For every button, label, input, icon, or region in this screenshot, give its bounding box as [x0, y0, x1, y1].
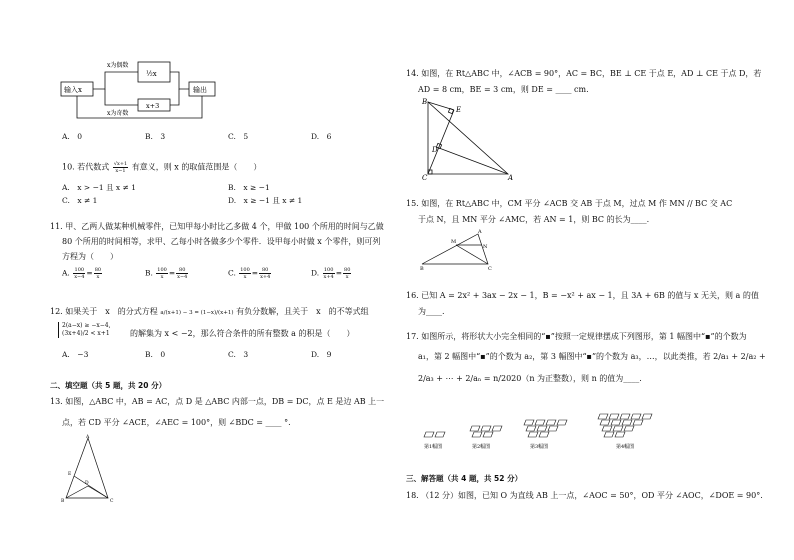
fig17-tile [483, 432, 493, 437]
flowchart-even-label: x为偶数 [107, 62, 129, 69]
q9-option-c: C. 5 [228, 132, 249, 141]
fig17-tile [622, 420, 632, 425]
q11-option-a: A. $\frac{100}{x-4}$ = $\frac{80}{x}$ [62, 267, 102, 280]
fig13-label-d: D [85, 481, 89, 486]
q14-line-1: 14. 如图，在 Rt△ABC 中，∠ACB = 90°，AC = BC，BE ⊥ CE 于点 E，AD ⊥ CE 于点 D，若 [406, 69, 762, 78]
fig14-label-d: D [432, 146, 438, 154]
fig17-tile [611, 420, 621, 425]
q9-option-d: D. 6 [311, 132, 332, 141]
q14-line-2: AD = 8 cm，BE = 3 cm，则 DE = ____ cm. [418, 85, 589, 94]
q11-b-lnum: 100 [157, 267, 167, 273]
fig17-label-1: 第1幅图 [424, 444, 443, 450]
q13-line-2: 点，若 CD 平分 ∠ACE，∠AEC = 100°，则 ∠BDC = ____ °. [62, 418, 291, 427]
fig17-tile [609, 414, 619, 419]
fig15-label-b: B [420, 266, 424, 272]
q10-option-a: A. x > −1 且 x ≠ 1 [62, 183, 136, 192]
q16-line-1: 16. 已知 A = 2x² + 3ax − 2x − 1，B = −x² + ax − 1，且 3A + 6B 的值与 x 无关，则 a 的值 [406, 291, 759, 300]
q11-b-rden: x−4 [177, 274, 188, 280]
section-2-heading: 二、填空题（共 5 题，共 20 分） [50, 381, 167, 390]
q11-line-3: 方程为（ ） [62, 252, 118, 261]
fig17-tile [526, 426, 536, 431]
fig17-tile [546, 420, 556, 425]
fig17-tile [642, 414, 652, 419]
q9-option-b: B. 3 [145, 132, 166, 141]
fig17-tile [535, 420, 545, 425]
fig17-label-3: 第3幅图 [530, 444, 549, 450]
flowchart-input-label: 输入x [64, 86, 82, 94]
fig17-tile [620, 414, 630, 419]
q11-option-a-label: A. [62, 268, 70, 278]
fig15-label-a: A [478, 229, 482, 235]
q11-a-lnum: 100 [74, 267, 85, 273]
fig17-tile [539, 432, 549, 437]
q11-line-2: 80 个所用的时间相等，求甲、乙每小时各做多少个零件．设甲每小时做 x 个零件，则可列 [62, 237, 381, 246]
q11-b-rnum: 80 [176, 267, 188, 274]
figure-13 [58, 434, 118, 504]
q17-line-1: 17. 如图所示，将形状大小完全相同的“▪”按照一定规律摆成下列图形，第 1 幅图中“▪”的个数为 [406, 332, 747, 341]
section-3-heading: 三、解答题（共 4 题，共 52 分） [406, 474, 523, 483]
q10-frac-den: x−1 [115, 168, 126, 174]
fig17-tile [631, 414, 641, 419]
fig17-tile [613, 426, 623, 431]
flowchart-plus-label: x+3 [146, 102, 160, 110]
q12-equation: a/(x+1) − 3 = (1−x)/(x+1) [160, 310, 234, 316]
fig17-tile [528, 432, 538, 437]
fig14-label-c: C [422, 174, 428, 182]
q13-line-1: 13. 如图，△ABC 中，AB = AC，点 D 是 △ABC 内部一点，DB = DC，点 E 是边 AB 上一 [50, 397, 385, 406]
fig17-tile [624, 426, 634, 431]
q12-inequality-system [58, 322, 111, 338]
q11-d-lden: x+4 [323, 274, 334, 280]
q10-option-d: D. x ≥ −1 且 x ≠ 1 [228, 196, 303, 205]
q16-line-2: 为____. [418, 307, 445, 316]
q10-option-c: C. x ≠ 1 [62, 196, 98, 205]
q17-line-2: a₁，第 2 幅图中“▪”的个数为 a₂，第 3 幅图中“▪”的个数为 a₃，…，以此类推，若 2/a₁ + 2/a₂ + [418, 352, 766, 361]
q10-option-b: B. x ≥ −1 [228, 183, 270, 192]
q12-option-c: C. 3 [228, 350, 249, 359]
q10-text-b: 有意义，则 x 的取值范围是（ ） [131, 162, 262, 172]
fig17-label-2: 第2幅图 [472, 444, 491, 450]
q11-option-d: D. $\frac{100}{x+4}$ = $\frac{80}{x}$ [311, 267, 351, 280]
q12-option-a: A. −3 [62, 350, 89, 359]
q17-line-3: 2/a₃ + ⋯ + 2/aₙ = n/2020（n 为正整数），则 n 的值为____. [418, 374, 642, 383]
fig13-label-e: E [68, 472, 72, 477]
fig17-tile [557, 420, 567, 425]
q15-line-1: 15. 如图，在 Rt△ABC 中，CM 平分 ∠ACB 交 AB 于点 M，过点 M 作 MN // BC 交 AC [406, 199, 733, 208]
q12-line-1-a: 12. 如果关于 x 的分式方程 [50, 307, 158, 316]
fig15-label-c: C [488, 266, 492, 272]
q11-option-b: B. $\frac{100}{x}$ = $\frac{80}{x-4}$ [145, 267, 188, 280]
fig15-label-n: N [483, 244, 488, 250]
fig17-tile [472, 432, 482, 437]
fig13-label-b: B [61, 499, 65, 504]
fig17-tile [615, 432, 625, 437]
q11-d-rden: x [345, 274, 349, 280]
q12-option-d: D. 9 [311, 350, 332, 359]
q11-option-c: C. $\frac{100}{x}$ = $\frac{80}{x+4}$ [228, 267, 271, 280]
figure-17 [420, 404, 670, 452]
q10-text-a: 10. 若代数式 [62, 162, 110, 172]
fig15-label-m: M [451, 239, 457, 245]
fig17-label-4: 第4幅图 [616, 444, 635, 450]
q12-inequality-2: (3x+4)/2 < x+1 [62, 330, 110, 337]
q18-line-1: 18. （12 分）如图，已知 O 为直线 AB 上一点，∠AOC = 50°，OD 平分 ∠AOC，∠DOE = 90°. [406, 491, 763, 500]
q11-c-rden: x+4 [260, 274, 271, 280]
q10-frac-num: √x+1 [113, 161, 128, 167]
q12-line-1 [50, 306, 369, 319]
fig17-tile [424, 432, 434, 437]
question-10 [62, 161, 261, 174]
fig17-tile [492, 426, 502, 431]
fig17-tile [604, 432, 614, 437]
q11-a-rden: x [96, 274, 100, 280]
q15-line-2: 于点 N，且 MN 平分 ∠AMC，若 AN = 1，则 BC 的长为____. [418, 215, 650, 224]
flowchart-figure [55, 52, 235, 122]
fig13-label-a: A [86, 435, 90, 440]
q11-c-lden: x [243, 274, 247, 280]
figure-15 [418, 228, 500, 272]
q11-option-c-label: C. [228, 268, 236, 278]
q11-d-rnum: 80 [344, 267, 351, 273]
fig17-tile [537, 426, 547, 431]
q10-fraction [113, 161, 128, 174]
flowchart-output-label: 输出 [193, 86, 207, 94]
fig17-tile [600, 420, 610, 425]
q11-c-lnum: 100 [240, 267, 250, 273]
q12-option-b: B. 0 [145, 350, 166, 359]
q11-option-b-label: B. [145, 268, 153, 278]
q12-inequality-1: 2(a−x) ≥ −x−4, [62, 322, 111, 329]
fig17-tile [470, 426, 480, 431]
fig14-label-b: B [422, 98, 428, 106]
fig17-tile [548, 426, 558, 431]
fig17-tile [633, 420, 643, 425]
q11-d-lnum: 100 [323, 267, 334, 273]
fig13-label-c: C [110, 499, 114, 504]
fig17-tile [524, 420, 534, 425]
q11-b-lden: x [160, 274, 164, 280]
fig17-tile [598, 414, 608, 419]
q11-a-rnum: 80 [94, 267, 102, 273]
flowchart-half-label: ½x [146, 70, 157, 78]
fig17-tile [481, 426, 491, 431]
flowchart-odd-label: x为奇数 [107, 110, 129, 117]
fig14-label-a: A [508, 174, 514, 182]
fig17-tile [602, 426, 612, 431]
fig17-tile [435, 432, 445, 437]
q9-option-a: A. 0 [62, 132, 83, 141]
q11-a-lden: x−4 [74, 274, 85, 280]
q11-line-1: 11. 甲、乙两人做某种机械零件，已知甲每小时比乙多做 4 个，甲做 100 个所用的时间与乙做 [50, 222, 384, 231]
figure-14 [420, 96, 520, 182]
q12-line-1-b: 有负分数解，且关于 x 的不等式组 [236, 307, 369, 316]
fig14-label-e: E [456, 106, 462, 114]
q11-option-d-label: D. [311, 268, 320, 278]
q11-c-rnum: 80 [259, 267, 271, 274]
q12-line-2: 的解集为 x < −2，那么符合条件的所有整数 a 的积是（ ） [130, 329, 355, 338]
